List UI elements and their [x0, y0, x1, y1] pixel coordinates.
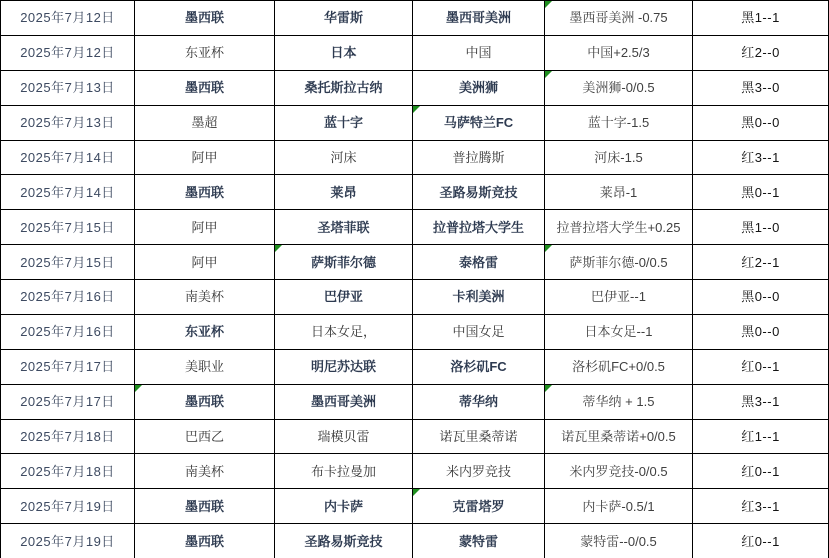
away-team-cell-text: 卡利美洲 — [452, 289, 505, 305]
handicap-cell-text: 蒙特雷--0/0.5 — [580, 533, 657, 549]
table-row — [1, 524, 829, 558]
home-team-cell — [275, 315, 413, 350]
date-cell-text: 2025年7月13日 — [20, 115, 115, 131]
result-cell — [693, 350, 829, 385]
home-team-cell-text: 河床 — [330, 149, 357, 165]
league-cell-text: 阿甲 — [191, 254, 218, 270]
handicap-cell-text: 河床-1.5 — [594, 149, 643, 165]
league-cell — [135, 36, 275, 71]
handicap-cell-text: 中国+2.5/3 — [587, 45, 650, 61]
handicap-cell — [545, 454, 693, 489]
date-cell — [1, 524, 135, 558]
league-cell — [135, 524, 275, 558]
date-cell — [1, 350, 135, 385]
table-row — [1, 454, 829, 489]
result-cell-text: 黑0--1 — [741, 184, 780, 200]
cell-corner-marker-icon — [413, 489, 420, 496]
result-cell-text: 红0--1 — [741, 463, 780, 479]
home-team-cell — [275, 245, 413, 280]
away-team-cell — [413, 106, 545, 141]
handicap-cell — [545, 106, 693, 141]
home-team-cell-text: 巴伊亚 — [323, 289, 363, 305]
home-team-cell — [275, 420, 413, 455]
result-cell — [693, 315, 829, 350]
league-cell — [135, 106, 275, 141]
league-cell-text: 阿甲 — [191, 149, 218, 165]
cell-corner-marker-icon — [135, 385, 142, 392]
result-cell-text: 黑0--0 — [741, 289, 780, 305]
date-cell — [1, 245, 135, 280]
handicap-cell — [545, 175, 693, 210]
home-team-cell-text: 桑托斯拉古纳 — [304, 80, 383, 96]
result-cell-text: 红0--1 — [741, 533, 780, 549]
away-team-cell-text: 克雷塔罗 — [452, 498, 505, 514]
result-cell-text: 黑3--1 — [741, 394, 780, 410]
away-team-cell — [413, 71, 545, 106]
date-cell — [1, 141, 135, 176]
home-team-cell-text: 墨西哥美洲 — [310, 394, 376, 410]
home-team-cell-text: 圣塔菲联 — [317, 219, 370, 235]
result-cell-text: 红3--1 — [741, 149, 780, 165]
result-cell-text: 红2--1 — [741, 254, 780, 270]
cell-corner-marker-icon — [545, 245, 552, 252]
date-cell — [1, 454, 135, 489]
away-team-cell-text: 中国女足 — [452, 324, 505, 340]
date-cell-text: 2025年7月15日 — [20, 254, 115, 270]
handicap-cell — [545, 489, 693, 524]
date-cell — [1, 489, 135, 524]
handicap-cell-text: 洛杉矶FC+0/0.5 — [572, 359, 665, 375]
league-cell-text: 巴西乙 — [184, 428, 224, 444]
league-cell-text: 墨西联 — [184, 498, 224, 514]
league-cell-text: 墨西联 — [184, 533, 224, 549]
away-team-cell — [413, 36, 545, 71]
home-team-cell — [275, 71, 413, 106]
away-team-cell-text: 诺瓦里桑蒂诺 — [439, 428, 518, 444]
table-row — [1, 141, 829, 176]
table-row — [1, 1, 829, 36]
date-cell-text: 2025年7月17日 — [20, 359, 115, 375]
cell-corner-marker-icon — [275, 245, 282, 252]
date-cell — [1, 420, 135, 455]
handicap-cell — [545, 280, 693, 315]
away-team-cell-text: 洛杉矶FC — [450, 359, 507, 375]
result-cell-text: 红2--0 — [741, 45, 780, 61]
league-cell — [135, 454, 275, 489]
table-row — [1, 36, 829, 71]
home-team-cell-text: 日本 — [330, 45, 357, 61]
home-team-cell — [275, 280, 413, 315]
home-team-cell — [275, 210, 413, 245]
home-team-cell — [275, 489, 413, 524]
result-cell — [693, 175, 829, 210]
handicap-cell-text: 美洲狮-0/0.5 — [582, 80, 655, 96]
date-cell — [1, 210, 135, 245]
home-team-cell — [275, 1, 413, 36]
home-team-cell-text: 内卡萨 — [323, 498, 363, 514]
away-team-cell — [413, 1, 545, 36]
result-cell-text: 黑1--1 — [741, 10, 780, 26]
result-cell-text: 黑1--0 — [741, 219, 780, 235]
date-cell-text: 2025年7月18日 — [20, 428, 115, 444]
handicap-cell — [545, 524, 693, 558]
handicap-cell-text: 墨西哥美洲 -0.75 — [569, 10, 668, 26]
away-team-cell — [413, 141, 545, 176]
away-team-cell — [413, 175, 545, 210]
result-cell-text: 黑3--0 — [741, 80, 780, 96]
league-cell — [135, 350, 275, 385]
handicap-cell-text: 蒂华纳 + 1.5 — [582, 394, 655, 410]
handicap-cell — [545, 385, 693, 420]
handicap-cell — [545, 210, 693, 245]
league-cell-text: 南美杯 — [184, 463, 224, 479]
handicap-cell-text: 莱昂-1 — [599, 184, 638, 200]
result-cell — [693, 106, 829, 141]
away-team-cell — [413, 385, 545, 420]
date-cell-text: 2025年7月18日 — [20, 463, 115, 479]
league-cell-text: 墨西联 — [184, 10, 224, 26]
date-cell-text: 2025年7月17日 — [20, 394, 115, 410]
date-cell-text: 2025年7月19日 — [20, 533, 115, 549]
away-team-cell-text: 墨西哥美洲 — [445, 10, 511, 26]
result-cell-text: 黑0--0 — [741, 115, 780, 131]
away-team-cell-text: 米内罗竞技 — [445, 463, 511, 479]
league-cell-text: 墨西联 — [184, 394, 224, 410]
home-team-cell-text: 莱昂 — [330, 184, 357, 200]
league-cell — [135, 141, 275, 176]
date-cell — [1, 385, 135, 420]
result-cell-text: 红1--1 — [741, 428, 780, 444]
cell-corner-marker-icon — [545, 1, 552, 8]
table-row — [1, 245, 829, 280]
home-team-cell — [275, 141, 413, 176]
date-cell — [1, 315, 135, 350]
home-team-cell — [275, 454, 413, 489]
away-team-cell — [413, 315, 545, 350]
away-team-cell — [413, 245, 545, 280]
handicap-cell — [545, 350, 693, 385]
date-cell — [1, 106, 135, 141]
handicap-cell — [545, 420, 693, 455]
date-cell-text: 2025年7月14日 — [20, 149, 115, 165]
result-cell — [693, 141, 829, 176]
league-cell-text: 墨西联 — [184, 80, 224, 96]
date-cell — [1, 36, 135, 71]
result-cell — [693, 420, 829, 455]
date-cell-text: 2025年7月19日 — [20, 498, 115, 514]
handicap-cell — [545, 1, 693, 36]
league-cell-text: 美职业 — [184, 359, 224, 375]
handicap-cell — [545, 315, 693, 350]
league-cell — [135, 210, 275, 245]
home-team-cell-text: 蓝十字 — [323, 115, 363, 131]
away-team-cell-text: 蒂华纳 — [458, 394, 498, 410]
date-cell-text: 2025年7月16日 — [20, 289, 115, 305]
date-cell — [1, 71, 135, 106]
away-team-cell — [413, 524, 545, 558]
away-team-cell — [413, 454, 545, 489]
table-row — [1, 350, 829, 385]
league-cell-text: 东亚杯 — [184, 45, 224, 61]
handicap-cell-text: 诺瓦里桑蒂诺+0/0.5 — [561, 428, 676, 444]
league-cell — [135, 315, 275, 350]
table-row — [1, 106, 829, 141]
date-cell-text: 2025年7月13日 — [20, 80, 115, 96]
home-team-cell — [275, 385, 413, 420]
date-cell-text: 2025年7月14日 — [20, 184, 115, 200]
away-team-cell-text: 普拉腾斯 — [452, 149, 505, 165]
result-cell — [693, 36, 829, 71]
handicap-cell-text: 蓝十字-1.5 — [587, 115, 650, 131]
handicap-cell-text: 日本女足--1 — [584, 324, 653, 340]
result-cell — [693, 280, 829, 315]
date-cell — [1, 175, 135, 210]
league-cell — [135, 489, 275, 524]
result-cell-text: 黑0--0 — [741, 324, 780, 340]
away-team-cell-text: 蒙特雷 — [458, 533, 498, 549]
home-team-cell-text: 瑞模贝雷 — [317, 428, 370, 444]
table-row — [1, 315, 829, 350]
home-team-cell — [275, 106, 413, 141]
result-cell-text: 红3--1 — [741, 498, 780, 514]
home-team-cell-text: 日本女足， — [310, 324, 376, 340]
home-team-cell-text: 华雷斯 — [323, 10, 363, 26]
away-team-cell-text: 圣路易斯竞技 — [439, 184, 518, 200]
away-team-cell — [413, 350, 545, 385]
away-team-cell — [413, 210, 545, 245]
handicap-cell — [545, 245, 693, 280]
table-row — [1, 280, 829, 315]
table-row — [1, 71, 829, 106]
away-team-cell — [413, 489, 545, 524]
away-team-cell-text: 美洲狮 — [458, 80, 498, 96]
date-cell-text: 2025年7月16日 — [20, 324, 115, 340]
league-cell — [135, 420, 275, 455]
away-team-cell-text: 中国 — [465, 45, 492, 61]
result-cell — [693, 489, 829, 524]
league-cell-text: 墨西联 — [184, 184, 224, 200]
handicap-cell-text: 萨斯菲尔德-0/0.5 — [569, 254, 668, 270]
home-team-cell — [275, 36, 413, 71]
table-row — [1, 489, 829, 524]
handicap-cell-text: 内卡萨-0.5/1 — [582, 498, 655, 514]
handicap-cell-text: 巴伊亚--1 — [591, 289, 646, 305]
home-team-cell — [275, 524, 413, 558]
away-team-cell-text: 泰格雷 — [458, 254, 498, 270]
league-cell — [135, 245, 275, 280]
away-team-cell-text: 拉普拉塔大学生 — [432, 219, 524, 235]
result-cell — [693, 385, 829, 420]
date-cell-text: 2025年7月15日 — [20, 219, 115, 235]
away-team-cell — [413, 420, 545, 455]
result-cell — [693, 524, 829, 558]
table-row — [1, 385, 829, 420]
date-cell-text: 2025年7月12日 — [20, 45, 115, 61]
league-cell-text: 阿甲 — [191, 219, 218, 235]
league-cell-text: 墨超 — [191, 115, 218, 131]
handicap-cell-text: 米内罗竞技-0/0.5 — [569, 463, 668, 479]
handicap-cell — [545, 141, 693, 176]
cell-corner-marker-icon — [545, 385, 552, 392]
home-team-cell-text: 布卡拉曼加 — [310, 463, 376, 479]
league-cell — [135, 71, 275, 106]
cell-corner-marker-icon — [413, 106, 420, 113]
home-team-cell — [275, 350, 413, 385]
home-team-cell-text: 明尼苏达联 — [310, 359, 376, 375]
result-cell — [693, 71, 829, 106]
handicap-cell-text: 拉普拉塔大学生+0.25 — [556, 219, 681, 235]
result-cell — [693, 454, 829, 489]
date-cell — [1, 280, 135, 315]
handicap-cell — [545, 71, 693, 106]
result-cell — [693, 210, 829, 245]
table-row — [1, 210, 829, 245]
home-team-cell-text: 圣路易斯竞技 — [304, 533, 383, 549]
home-team-cell-text: 萨斯菲尔德 — [310, 254, 376, 270]
table-row — [1, 175, 829, 210]
result-cell — [693, 245, 829, 280]
league-cell-text: 南美杯 — [184, 289, 224, 305]
table-row — [1, 420, 829, 455]
home-team-cell — [275, 175, 413, 210]
result-cell — [693, 1, 829, 36]
league-cell — [135, 385, 275, 420]
away-team-cell-text: 马萨特兰FC — [443, 115, 514, 131]
handicap-cell — [545, 36, 693, 71]
result-cell-text: 红0--1 — [741, 359, 780, 375]
league-cell — [135, 175, 275, 210]
away-team-cell — [413, 280, 545, 315]
date-cell-text: 2025年7月12日 — [20, 10, 115, 26]
cell-corner-marker-icon — [545, 71, 552, 78]
league-cell — [135, 1, 275, 36]
date-cell — [1, 1, 135, 36]
league-cell — [135, 280, 275, 315]
league-cell-text: 东亚杯 — [184, 324, 224, 340]
